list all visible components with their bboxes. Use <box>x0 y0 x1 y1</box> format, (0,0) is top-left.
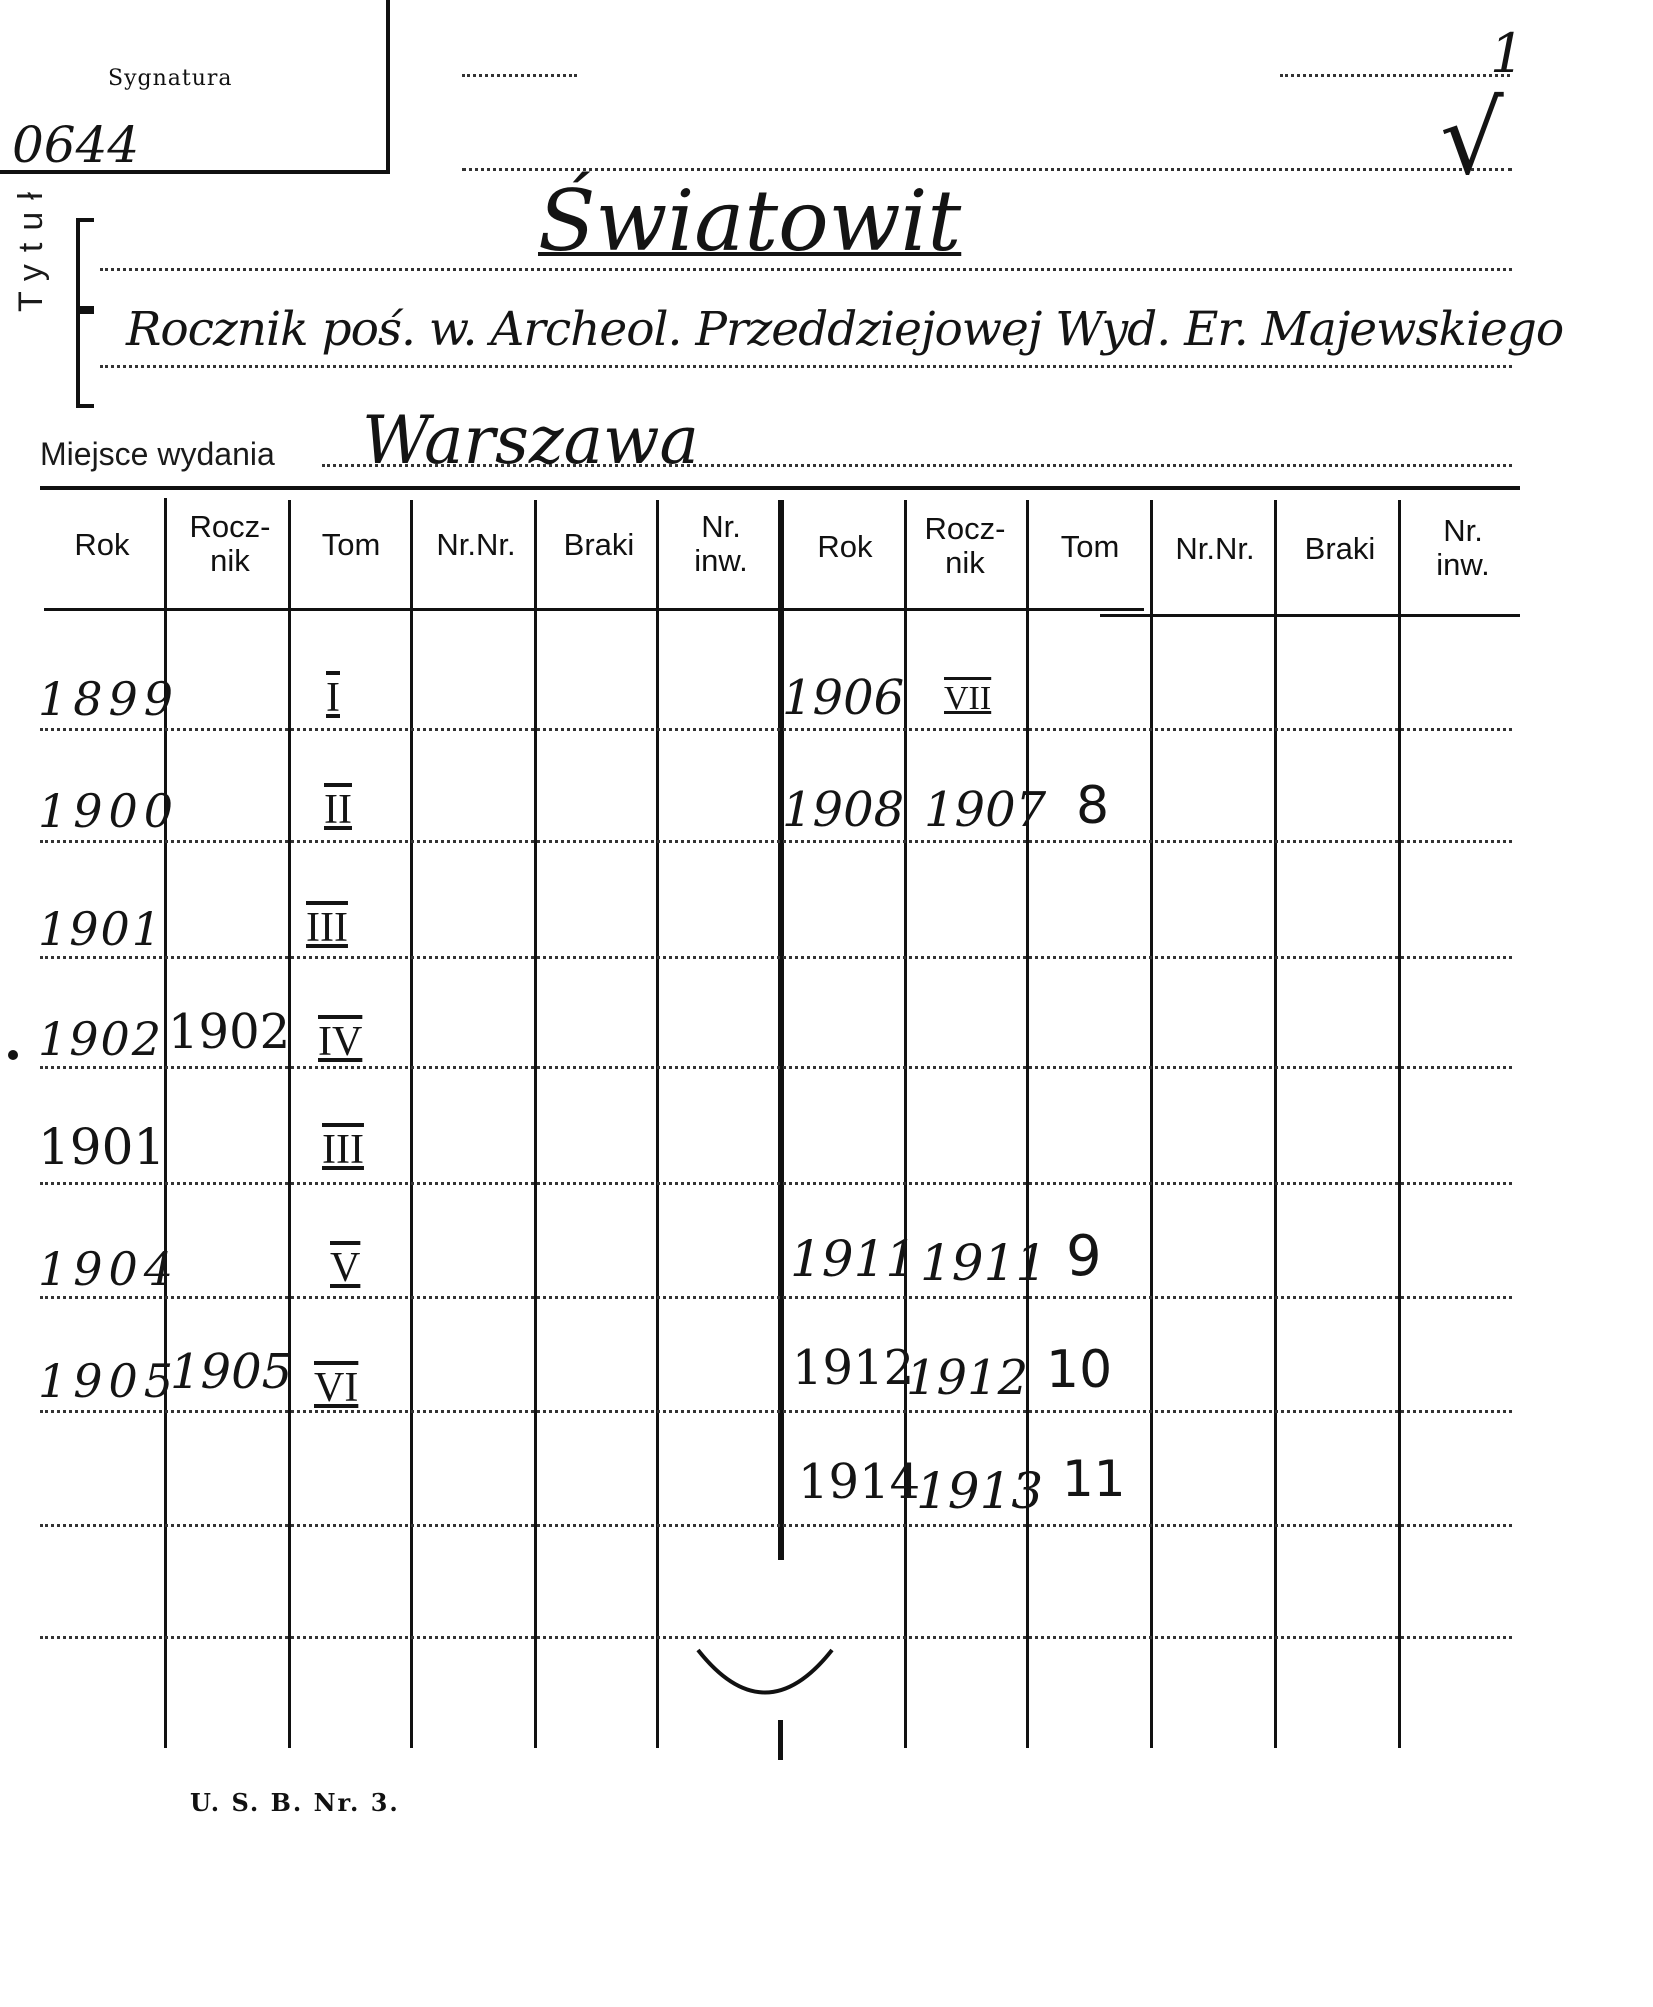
title-label: Tytuł <box>12 180 50 312</box>
top-right-mark: 1 <box>1490 22 1525 85</box>
row-line <box>40 728 1512 731</box>
center-divider-tail <box>778 1720 783 1760</box>
left-rok-cell: 1905 <box>38 1354 180 1408</box>
left-tom-cell: IV <box>318 1019 363 1065</box>
header-rocznik-right: Rocz- nik <box>924 511 1006 580</box>
right-rok-cell: 1911 <box>790 1230 918 1288</box>
check-mark: √ <box>1440 80 1504 197</box>
header-rok-right: Rok <box>817 529 873 564</box>
top-dotted-line <box>1280 74 1510 77</box>
header-rocznik-left: Rocz- nik <box>189 509 271 578</box>
table-top-rule <box>40 486 1520 490</box>
right-tom-cell: 8 <box>1076 776 1110 836</box>
center-divider <box>778 500 784 1560</box>
top-dotted-line <box>462 74 577 77</box>
header-rok-left: Rok <box>74 527 130 562</box>
row-line <box>40 1296 1512 1299</box>
header-tom-right: Tom <box>1060 529 1120 564</box>
title-bracket <box>76 310 94 408</box>
left-rocznik-cell: 1905 <box>170 1344 293 1400</box>
footer-text: U. S. B. Nr. 3. <box>190 1788 400 1817</box>
column-divider <box>904 500 907 1748</box>
row-line <box>40 1524 1512 1527</box>
left-tom-cell: V <box>330 1245 361 1291</box>
row-line <box>40 1066 1512 1069</box>
left-rok-cell: 1900 <box>38 784 180 838</box>
left-tom-cell: I <box>326 675 340 721</box>
place-label: Miejsce wydania <box>40 436 275 472</box>
right-rok-cell: 1914 <box>798 1454 921 1510</box>
column-divider <box>1150 500 1153 1748</box>
right-rok-cell: 1908 <box>782 782 905 838</box>
left-rok-cell: 1901 <box>38 1118 166 1176</box>
header-bottom-rule <box>1100 614 1520 617</box>
title-text: Światowit <box>538 172 962 270</box>
right-rocznik-cell: 1912 <box>906 1350 1029 1406</box>
header-nrinw-right: Nr. inw. <box>1436 513 1490 582</box>
right-rocznik-cell: VII <box>944 680 992 717</box>
column-divider <box>1398 500 1401 1748</box>
header-braki-left: Braki <box>563 527 635 562</box>
column-divider <box>410 500 413 1748</box>
left-rocznik-cell: 1902 <box>168 1004 291 1060</box>
row-line <box>40 840 1512 843</box>
column-divider <box>656 500 659 1748</box>
subtitle-text: Rocznik poś. w. Archeol. Przeddziejowej Wyd. Er. Majewskiego <box>126 302 1564 357</box>
row-line <box>40 956 1512 959</box>
header-bottom-rule <box>44 608 1144 611</box>
header-braki-right: Braki <box>1304 531 1376 566</box>
bullet-dot <box>8 1050 18 1060</box>
subtitle-dotted-line <box>100 365 1512 368</box>
column-divider <box>288 500 291 1748</box>
left-tom-cell: III <box>322 1127 364 1173</box>
column-divider <box>1274 500 1277 1748</box>
right-rocznik-cell: 1911 <box>920 1234 1048 1292</box>
header-nrinw-left: Nr. inw. <box>694 509 748 578</box>
right-rocznik-cell: 1913 <box>916 1462 1044 1520</box>
signature-value: 0644 <box>12 116 140 174</box>
right-rok-cell: 1906 <box>782 670 905 726</box>
header-tom-left: Tom <box>321 527 381 562</box>
row-line <box>40 1182 1512 1185</box>
right-rocznik-cell: 1907 <box>924 782 1047 838</box>
title-bracket <box>76 218 94 310</box>
header-nrnr-right: Nr.Nr. <box>1175 531 1255 566</box>
row-line <box>40 1410 1512 1413</box>
left-rok-cell: 1901 <box>38 902 164 956</box>
punch-hole-arc <box>690 1630 840 1720</box>
top-dotted-line <box>462 168 1512 171</box>
left-rok-cell: 1904 <box>38 1242 180 1296</box>
left-tom-cell: II <box>324 787 352 833</box>
left-tom-cell: VI <box>314 1365 359 1411</box>
right-rok-cell: 1912 <box>792 1340 915 1396</box>
column-divider <box>1026 500 1029 1748</box>
left-rok-cell: 1902 <box>38 1012 164 1066</box>
left-tom-cell: III <box>306 905 348 951</box>
header-nrnr-left: Nr.Nr. <box>436 527 516 562</box>
signature-label: Sygnatura <box>108 66 233 91</box>
right-tom-cell: 11 <box>1062 1450 1126 1508</box>
column-divider <box>534 500 537 1748</box>
right-tom-cell: 9 <box>1066 1224 1102 1289</box>
right-tom-cell: 10 <box>1046 1340 1113 1400</box>
place-value: Warszawa <box>362 402 699 479</box>
left-rok-cell: 1899 <box>38 672 180 726</box>
